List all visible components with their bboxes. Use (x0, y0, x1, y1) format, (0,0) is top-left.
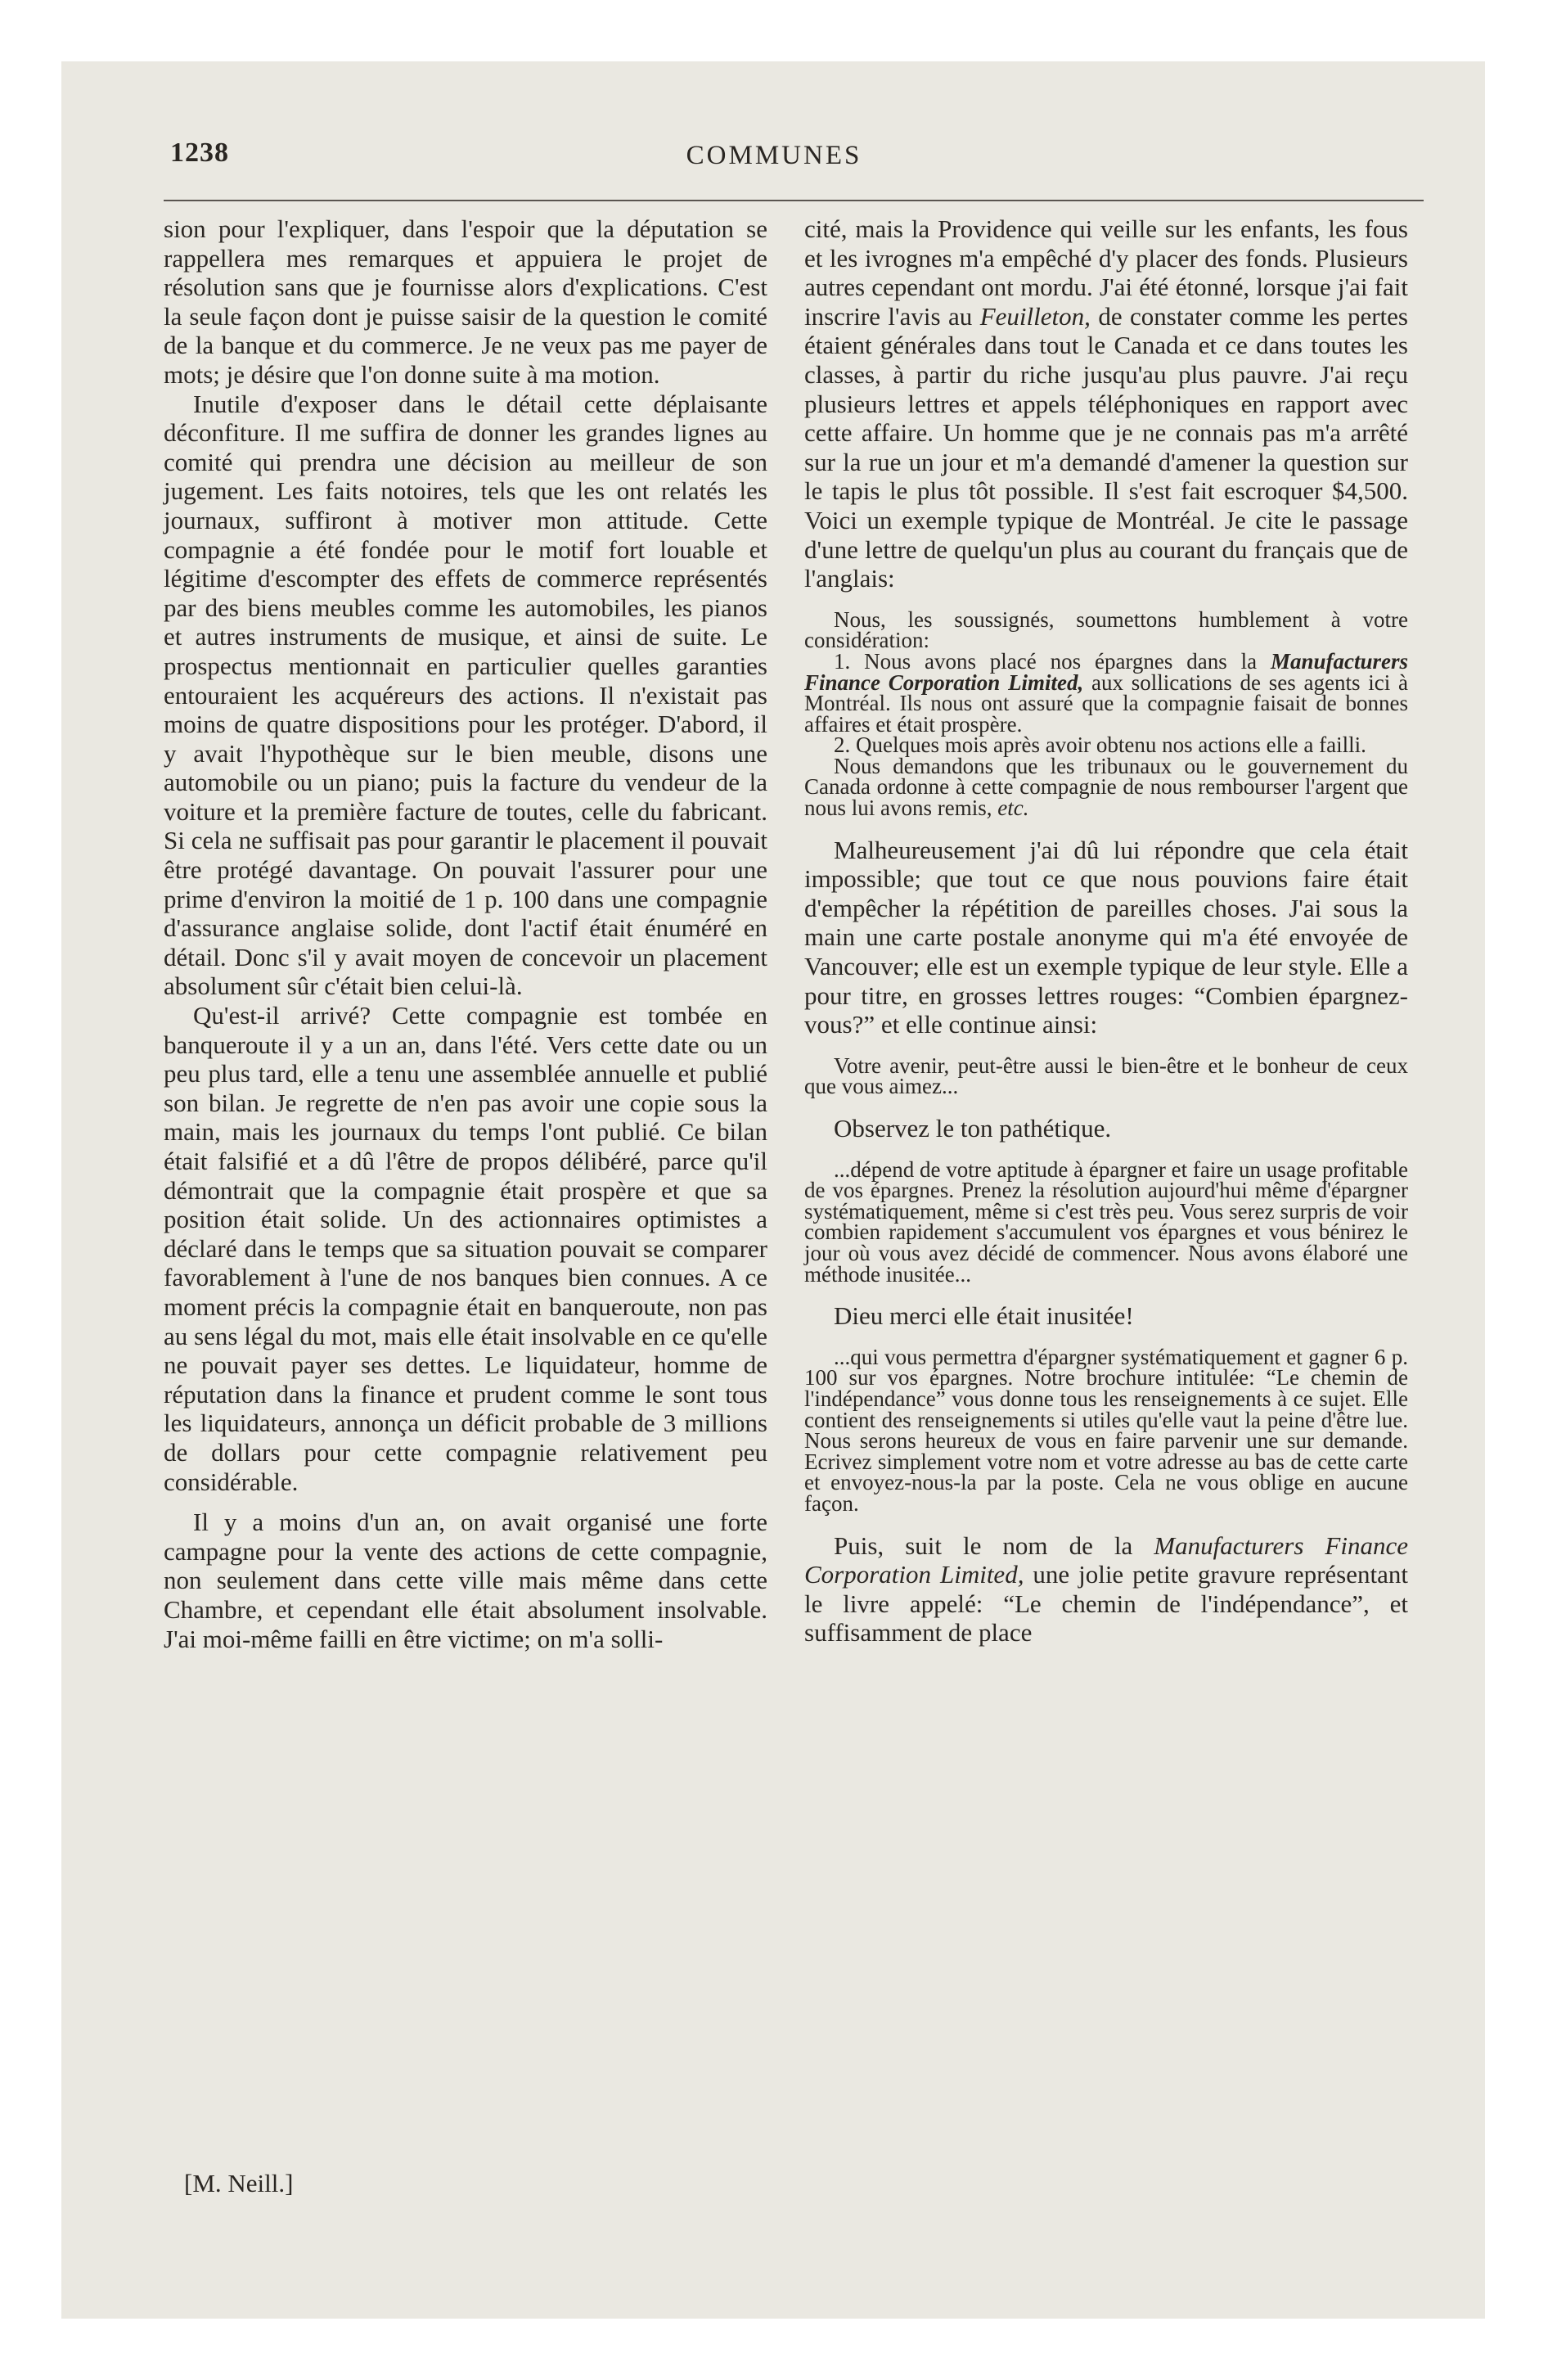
quoted-letter: Nous, les soussignés, soumettons humblement à votre considération: (804, 606, 1408, 653)
paragraph: sion pour l'expliquer, dans l'espoir que la députation se rappellera mes remarques et appuiera le projet de résolution sans que je fournisse alors d'explications. C'est la seule façon dont je puisse saisir de la question le comité de la banque et du commerce. Je ne veux pas me payer de mots; je désire que l'on donne suite à ma motion. (164, 214, 767, 389)
quoted-postcard: ...qui vous permettra d'épargner systématiquement et gagner 6 p. 100 sur vos épargnes. Notre brochure intitulée: “Le chemin de l'indépendance” vous donne tous les renseignements à ce sujet. Elle contient des renseignements si utiles qu'elle vaut la peine d'être lue. Nous serons heureux de vous en faire parvenir une sur demande. Ecrivez simplement votre nom et votre adresse au bas de cette carte et envoyez-nous-la par la poste. Cela ne vous oblige en aucune façon. (804, 1344, 1408, 1516)
speaker-attribution: [M. Neill.] (184, 2169, 294, 2197)
quoted-postcard: Votre avenir, peut-être aussi le bien-être et le bonheur de ceux que vous aimez... (804, 1053, 1408, 1099)
quoted-letter: 2. Quelques mois après avoir obtenu nos actions elle a failli. (834, 732, 1366, 758)
quoted-postcard: ...dépend de votre aptitude à épargner et faire un usage profitable de vos épargnes. Prenez la résolution aujourd'hui même d'épargner systématiquement, même si c'est très peu. Vous serez surpris de voir combien rapidement s'accumulent vos épargnes et vous bénirez le jour où vous avez décidé de commencer. Nous avons élaboré une méthode inusitée... (804, 1156, 1408, 1287)
paragraph: Qu'est-il arrivé? Cette compagnie est tombée en banqueroute il y a un an, dans l'été. Vers cette date ou un peu plus tard, elle a tenu une assemblée annuelle et publié son bilan. Je regrette de n'en pas avoir une copie sous la main, mais les journaux du temps l'ont publié. Ce bilan était falsifié et a dû l'être de propos délibéré, parce qu'il démontrait que la compagnie était prospère et que sa position était solide. Un des actionnaires optimistes a déclaré dans le temps que sa situation pouvait se comparer favorablement à l'une de nos banques bien connues. A ce moment précis la compagnie était en banqueroute, non pas au sens légal du mot, mais elle était insolvable en ce qu'elle ne pouvait payer ses dettes. Le liquidateur, homme de réputation dans la finance et prudent comme le sont tous les liquidateurs, annonça un déficit probable de 3 millions de dollars pour cette compagnie relativement peu considérable. (164, 1001, 767, 1496)
paragraph: Observez le ton pathétique. (834, 1114, 1112, 1143)
left-column (164, 214, 767, 1653)
running-header: COMMUNES (686, 141, 862, 170)
page-number: 1238 (170, 137, 229, 168)
paragraph: cité, mais la Providence qui veille sur les enfants, les fous et les ivrognes m'a empêché d'y placer des fonds. Plusieurs autres cependant ont mordu. J'ai été étonné, lorsque j'ai fait inscrire l'avis au Feuilleton, de constater comme les pertes étaient générales dans tout le Canada et ce dans toutes les classes, à partir du riche jusqu'au plus pauvre. J'ai reçu plusieurs lettres et appels téléphoniques en rapport avec cette affaire. Un homme que je ne connais pas m'a arrêté sur la rue un jour et m'a demandé d'amener la question sur le tapis le plus tôt possible. Il s'est fait escroquer $4,500. Voici un exemple typique de Montréal. Je cite le passage d'une lettre de quelqu'un plus au courant du français que de l'anglais: (804, 214, 1408, 593)
quoted-letter: Nous demandons que les tribunaux ou le gouvernement du Canada ordonne à cette compagnie de nous rembourser l'argent que nous lui avons remis, etc. (804, 753, 1408, 821)
paragraph: Il y a moins d'un an, on avait organisé une forte campagne pour la vente des actions de cette compagnie, non seulement dans cette ville mais même dans cette Chambre, et cependant elle était absolument insolvable. J'ai moi-même failli en être victime; on m'a solli- (164, 1508, 767, 1653)
paragraph: Dieu merci elle était inusitée! (834, 1301, 1134, 1331)
header-rule (164, 200, 1424, 201)
paragraph: Malheureusement j'ai dû lui répondre que cela était impossible; que tout ce que nous pouvions faire était d'empêcher la répétition de pareilles choses. J'ai sous la main une carte postale anonyme qui m'a été envoyée de Vancouver; elle est un exemple typique de leur style. Elle a pour titre, en grosses lettres rouges: “Combien épargnez-vous?” et elle continue ainsi: (804, 835, 1408, 1039)
quoted-letter: 1. Nous avons placé nos épargnes dans la Manufacturers Finance Corporation Limited, aux sollications de ses agents ici à Montréal. Ils nous ont assuré que la compagnie faisait de bonnes affaires et était prospère. (804, 648, 1408, 737)
paragraph: Puis, suit le nom de la Manufacturers Finance Corporation Limited, une jolie petite gravure représentant le livre appelé: “Le chemin de l'indépendance”, et suffisamment de place (804, 1530, 1408, 1648)
paragraph: Inutile d'exposer dans le détail cette déplaisante déconfiture. Il me suffira de donner les grandes lignes au comité qui prendra une décision au meilleur de son jugement. Les faits notoires, tels que les ont relatés les journaux, suffiront à motiver mon attitude. Cette compagnie a été fondée pour le motif fort louable et légitime d'escompter des effets de commerce représentés par des biens meubles comme les automobiles, les pianos et autres instruments de musique, et ainsi de suite. Le prospectus mentionnait en particulier quelles garanties entouraient les acquéreurs des actions. Il n'existait pas moins de quatre dispositions pour les protéger. D'abord, il y avait l'hypothèque sur le bien meuble, disons une automobile ou un piano; puis la facture du vendeur de la voiture et la première facture de toutes, celle du fabricant. Si cela ne suffisait pas pour garantir le placement il pouvait être protégé davantage. On pouvait l'assurer pour une prime d'environ la moitié de 1 p. 100 dans une compagnie d'assurance anglaise solide, dont l'actif était énuméré en détail. Donc s'il y avait moyen de concevoir un placement absolument sûr c'était bien celui-là. (164, 389, 767, 1001)
right-column (804, 214, 1408, 1648)
